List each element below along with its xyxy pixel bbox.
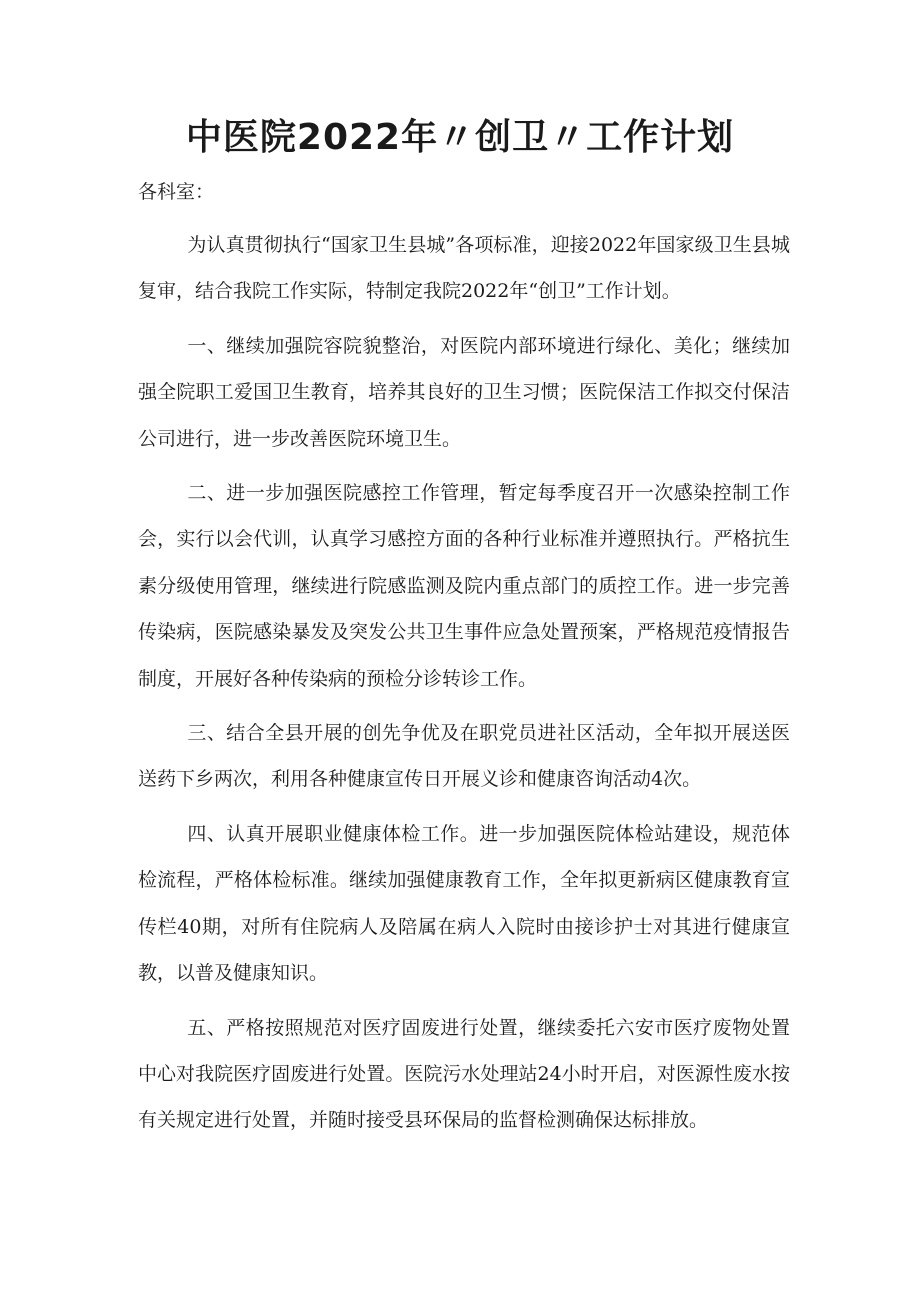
paragraph-item-1: 一、继续加强院容院貌整治，对医院内部环境进行绿化、美化；继续加强全院职工爱国卫生教育，培养其良好的卫生习惯；医院保洁工作拟交付保洁公司进行，进一步改善医院环境卫生。 (138, 334, 790, 450)
salutation: 各科室： (138, 181, 215, 203)
paragraph-item-2: 二、进一步加强医院感控工作管理，暂定每季度召开一次感染控制工作会，实行以会代训，认真学习感控方面的各种行业标准并遵照执行。严格抗生素分级使用管理，继续进行院感监测及院内重点部门的质控工作。进一步完善传染病，医院感染暴发及突发公共卫生事件应急处置预案，严格规范疫情报告制度，开展好各种传染病的预检分诊转诊工作。 (138, 482, 790, 690)
paragraph-item-4: 四、认真开展职业健康体检工作。进一步加强医院体检站建设，规范体检流程，严格体检标准。继续加强健康教育工作，全年拟更新病区健康教育宣传栏40期，对所有住院病人及陪属在病人入院时由接诊护士对其进行健康宣教，以普及健康知识。 (138, 822, 790, 985)
document-title: 中医院2022年〃创卫〃工作计划 (185, 117, 735, 158)
paragraph-item-5: 五、严格按照规范对医疗固废进行处置，继续委托六安市医疗废物处置中心对我院医疗固废进行处置。医院污水处理站24小时开启，对医源性废水按有关规定进行处置，并随时接受县环保局的监督检测确保达标排放。 (138, 1016, 790, 1132)
paragraph-item-3: 三、结合全县开展的创先争优及在职党员进社区活动，全年拟开展送医送药下乡两次，利用各种健康宣传日开展义诊和健康咨询活动4次。 (138, 722, 790, 791)
document-body (138, 222, 790, 1152)
paragraph-intro: 为认真贯彻执行“国家卫生县城”各项标准，迎接2022年国家级卫生县城复审，结合我院工作实际，特制定我院2022年“创卫”工作计划。 (138, 234, 790, 303)
